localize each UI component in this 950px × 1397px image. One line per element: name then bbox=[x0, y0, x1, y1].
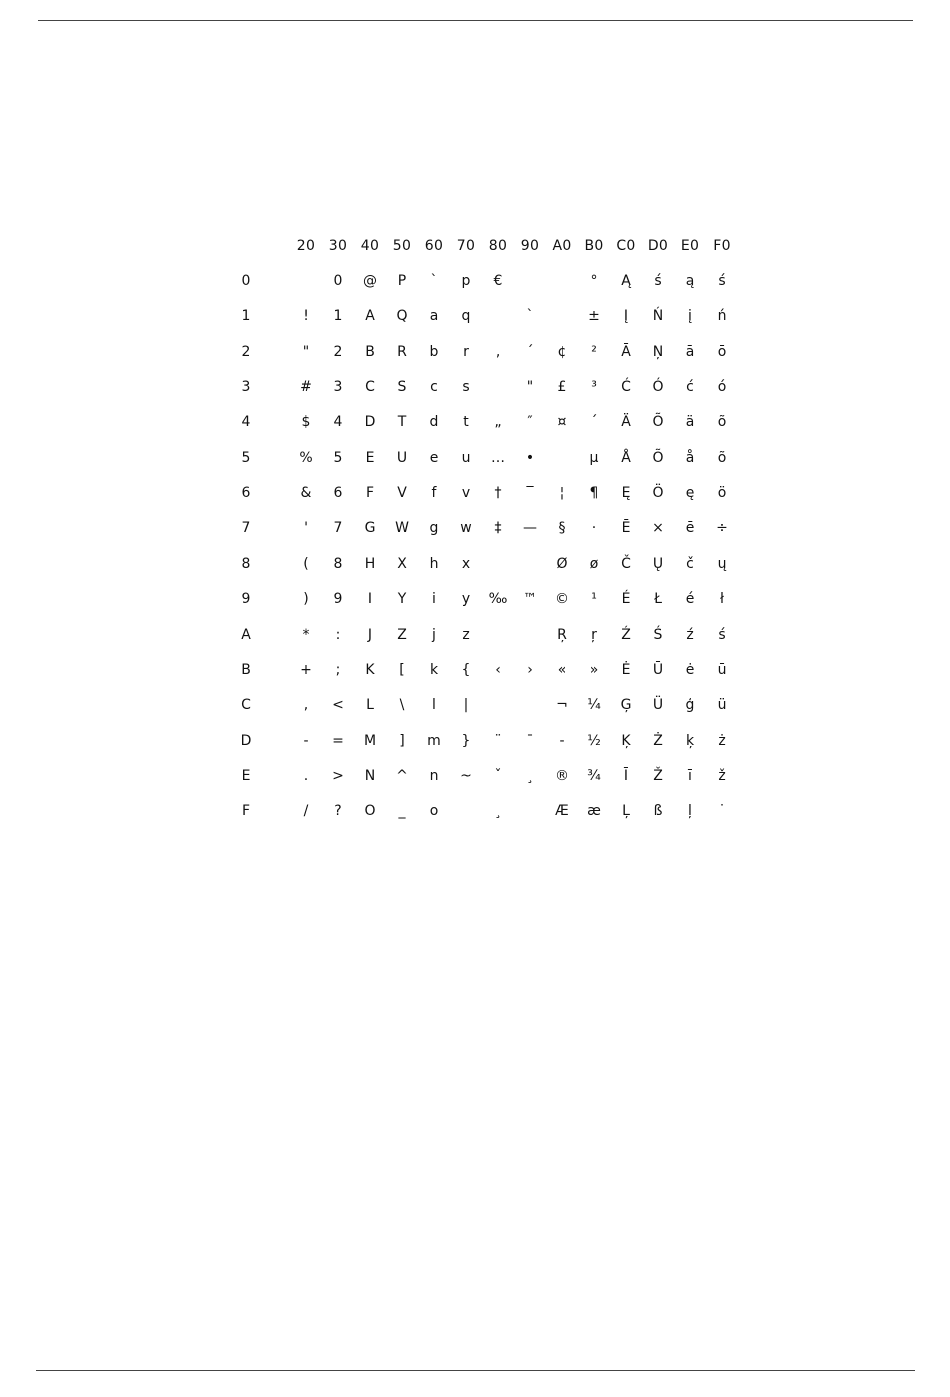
glyph-cell: v bbox=[461, 485, 471, 502]
glyph-cell bbox=[482, 624, 514, 646]
row-header: 5 bbox=[241, 449, 251, 466]
glyph-cell: ¶ bbox=[589, 485, 599, 502]
glyph-cell: Ā bbox=[621, 343, 631, 360]
glyph-cell: Ń bbox=[652, 308, 664, 325]
row-header: 2 bbox=[241, 343, 251, 360]
row-header: 4 bbox=[241, 414, 251, 431]
glyph-cell: " bbox=[302, 343, 310, 360]
glyph-cell: K bbox=[365, 661, 375, 678]
glyph-cell: Ļ bbox=[622, 803, 630, 820]
glyph-cell: 3 bbox=[333, 379, 343, 396]
glyph-cell: ´ bbox=[590, 414, 598, 431]
glyph-cell: ż bbox=[718, 732, 726, 749]
glyph-cell: B bbox=[365, 343, 375, 360]
glyph-cell bbox=[290, 270, 322, 292]
glyph-cell: Ü bbox=[652, 697, 664, 714]
glyph-cell: ˙ bbox=[718, 803, 726, 820]
glyph-cell: ^ bbox=[396, 767, 408, 784]
row-header: 3 bbox=[241, 379, 251, 396]
glyph-cell: / bbox=[303, 803, 309, 820]
glyph-cell: R bbox=[397, 343, 407, 360]
glyph-cell: ' bbox=[304, 520, 308, 537]
glyph-cell: ü bbox=[717, 697, 727, 714]
glyph-cell: ¹ bbox=[591, 591, 597, 608]
glyph-cell bbox=[546, 305, 578, 327]
glyph-cell: - bbox=[303, 732, 309, 749]
glyph-cell: Å bbox=[621, 449, 631, 466]
row-header: 9 bbox=[241, 591, 251, 608]
column-header: D0 bbox=[647, 238, 669, 254]
glyph-cell: ¦ bbox=[559, 485, 565, 502]
glyph-cell: 0 bbox=[333, 273, 343, 289]
glyph-cell: ( bbox=[303, 555, 309, 572]
glyph-cell: * bbox=[302, 626, 310, 643]
glyph-cell: y bbox=[461, 591, 471, 608]
column-header: 70 bbox=[456, 238, 476, 254]
glyph-cell: Q bbox=[396, 308, 408, 325]
column-header: F0 bbox=[713, 238, 731, 254]
glyph-cell: ™ bbox=[523, 591, 537, 608]
glyph-cell: ‡ bbox=[494, 520, 502, 537]
glyph-cell: i bbox=[432, 591, 436, 608]
glyph-cell: Ą bbox=[621, 273, 631, 289]
glyph-cell: Ł bbox=[654, 591, 662, 608]
glyph-cell: ½ bbox=[587, 732, 601, 749]
glyph-cell: Ŗ bbox=[557, 626, 567, 643]
glyph-cell: A bbox=[365, 308, 375, 325]
glyph-cell: › bbox=[527, 661, 533, 678]
glyph-cell: † bbox=[494, 485, 502, 502]
glyph-cell: % bbox=[299, 449, 313, 466]
glyph-cell: Ž bbox=[653, 767, 663, 784]
glyph-cell: É bbox=[621, 591, 631, 608]
column-header: B0 bbox=[584, 238, 604, 254]
glyph-cell: w bbox=[460, 520, 472, 537]
row-header: A bbox=[241, 626, 251, 643]
glyph-cell: ß bbox=[653, 803, 663, 820]
glyph-cell: b bbox=[429, 343, 439, 360]
glyph-cell: ś bbox=[718, 626, 726, 643]
glyph-cell: U bbox=[396, 449, 408, 466]
glyph-cell: t bbox=[463, 414, 469, 431]
glyph-cell: „ bbox=[494, 414, 502, 431]
glyph-cell: 1 bbox=[333, 308, 343, 325]
glyph-cell: Ó bbox=[652, 379, 664, 396]
glyph-cell: į bbox=[688, 308, 692, 325]
row-header: 6 bbox=[241, 485, 251, 502]
glyph-cell: Z bbox=[397, 626, 407, 643]
glyph-cell bbox=[514, 800, 546, 822]
glyph-cell: 4 bbox=[333, 414, 343, 431]
glyph-cell: ķ bbox=[685, 732, 695, 749]
glyph-cell: Ś bbox=[653, 626, 663, 643]
glyph-cell: _ bbox=[398, 803, 406, 820]
glyph-cell: ¼ bbox=[587, 697, 601, 714]
glyph-cell: ć bbox=[686, 379, 694, 396]
glyph-cell: € bbox=[493, 273, 503, 289]
glyph-cell: ‹ bbox=[495, 661, 501, 678]
glyph-cell bbox=[450, 800, 482, 822]
glyph-cell: Ē bbox=[621, 520, 631, 537]
column-header: 20 bbox=[296, 238, 316, 254]
glyph-cell bbox=[514, 553, 546, 575]
glyph-cell: µ bbox=[589, 449, 599, 466]
glyph-cell: ŗ bbox=[591, 626, 597, 643]
glyph-cell: < bbox=[332, 697, 344, 714]
glyph-cell: P bbox=[397, 273, 407, 289]
glyph-cell: ø bbox=[589, 555, 599, 572]
glyph-cell: ± bbox=[588, 308, 600, 325]
glyph-cell: - bbox=[559, 732, 565, 749]
glyph-cell: ¬ bbox=[556, 697, 568, 714]
glyph-cell: j bbox=[432, 626, 436, 643]
glyph-cell: ū bbox=[717, 661, 727, 678]
glyph-cell: ` bbox=[430, 273, 438, 289]
glyph-cell: Ķ bbox=[621, 732, 631, 749]
glyph-cell: Č bbox=[621, 555, 631, 572]
glyph-cell: 2 bbox=[333, 343, 343, 360]
glyph-cell: ? bbox=[334, 803, 342, 820]
glyph-cell: ″ bbox=[527, 414, 533, 431]
glyph-cell: W bbox=[395, 520, 409, 537]
glyph-cell: Õ bbox=[652, 414, 664, 431]
glyph-cell: } bbox=[461, 732, 471, 749]
glyph-cell: ė bbox=[685, 661, 695, 678]
glyph-cell: X bbox=[397, 555, 407, 572]
glyph-cell: u bbox=[461, 449, 471, 466]
glyph-cell: ‾ bbox=[526, 485, 534, 502]
glyph-cell: é bbox=[685, 591, 695, 608]
glyph-cell: | bbox=[463, 697, 469, 714]
glyph-cell: : bbox=[335, 626, 341, 643]
glyph-cell: ; bbox=[335, 661, 341, 678]
glyph-cell: e bbox=[429, 449, 439, 466]
glyph-cell: m bbox=[427, 732, 441, 749]
row-header: 7 bbox=[241, 520, 251, 537]
row-header: E bbox=[241, 767, 251, 784]
glyph-cell: $ bbox=[301, 414, 311, 431]
glyph-cell: M bbox=[363, 732, 377, 749]
glyph-cell: , bbox=[303, 697, 309, 714]
glyph-cell: ä bbox=[685, 414, 695, 431]
column-header: 80 bbox=[488, 238, 508, 254]
glyph-cell: « bbox=[557, 661, 567, 678]
column-header: E0 bbox=[680, 238, 700, 254]
glyph-cell: . bbox=[303, 767, 309, 784]
glyph-cell: ‰ bbox=[488, 591, 508, 608]
glyph-cell: Į bbox=[623, 308, 629, 325]
glyph-cell: J bbox=[367, 626, 373, 643]
glyph-cell: c bbox=[430, 379, 438, 396]
glyph-cell: E bbox=[365, 449, 375, 466]
glyph-cell: Ņ bbox=[652, 343, 664, 360]
glyph-cell: Õ bbox=[652, 449, 664, 466]
glyph-cell: s bbox=[462, 379, 470, 396]
glyph-cell: f bbox=[431, 485, 437, 502]
glyph-cell: ` bbox=[526, 308, 534, 325]
glyph-cell: g bbox=[429, 520, 439, 537]
glyph-cell: ÷ bbox=[716, 520, 728, 537]
glyph-cell: × bbox=[652, 520, 664, 537]
glyph-cell: F bbox=[365, 485, 375, 502]
column-header: A0 bbox=[552, 238, 572, 254]
glyph-cell: ö bbox=[717, 485, 727, 502]
glyph-cell: ¸ bbox=[494, 803, 502, 820]
glyph-cell: Ģ bbox=[620, 697, 632, 714]
glyph-cell: õ bbox=[717, 414, 727, 431]
glyph-cell: L bbox=[366, 697, 374, 714]
glyph-cell: ² bbox=[591, 343, 597, 360]
glyph-cell: T bbox=[397, 414, 407, 431]
glyph-cell: + bbox=[300, 661, 312, 678]
glyph-cell bbox=[546, 447, 578, 469]
glyph-cell: … bbox=[491, 449, 505, 466]
glyph-cell: • bbox=[525, 449, 535, 466]
glyph-cell: k bbox=[429, 661, 439, 678]
glyph-cell: Ø bbox=[556, 555, 568, 572]
glyph-cell: Ų bbox=[652, 555, 664, 572]
glyph-cell: ž bbox=[718, 767, 726, 784]
glyph-cell: H bbox=[364, 555, 376, 572]
glyph-cell: 9 bbox=[333, 591, 343, 608]
glyph-cell: ¢ bbox=[557, 343, 567, 360]
glyph-cell: » bbox=[589, 661, 599, 678]
row-header: B bbox=[241, 661, 251, 678]
glyph-cell: å bbox=[685, 449, 695, 466]
glyph-cell: ą bbox=[685, 273, 695, 289]
glyph-cell: ē bbox=[685, 520, 695, 537]
glyph-cell: x bbox=[461, 555, 471, 572]
glyph-cell: \ bbox=[399, 697, 405, 714]
glyph-cell: Ä bbox=[621, 414, 631, 431]
glyph-cell: · bbox=[591, 520, 597, 537]
glyph-cell: ź bbox=[686, 626, 694, 643]
column-header: 30 bbox=[328, 238, 348, 254]
glyph-cell: ) bbox=[303, 591, 309, 608]
glyph-cell: I bbox=[367, 591, 373, 608]
glyph-cell bbox=[514, 270, 546, 292]
row-header: 0 bbox=[241, 273, 251, 289]
glyph-cell: ~ bbox=[460, 767, 472, 784]
glyph-cell: ¨ bbox=[494, 732, 502, 749]
glyph-cell: > bbox=[332, 767, 344, 784]
column-header: 50 bbox=[392, 238, 412, 254]
glyph-cell: ģ bbox=[685, 697, 695, 714]
column-header: 90 bbox=[520, 238, 540, 254]
glyph-cell bbox=[482, 694, 514, 716]
glyph-cell: l bbox=[432, 697, 436, 714]
glyph-cell: ę bbox=[685, 485, 695, 502]
glyph-cell: ¸ bbox=[526, 767, 534, 784]
glyph-cell: S bbox=[397, 379, 407, 396]
glyph-cell: O bbox=[364, 803, 376, 820]
glyph-cell: £ bbox=[557, 379, 567, 396]
glyph-cell bbox=[482, 305, 514, 327]
glyph-cell: z bbox=[462, 626, 470, 643]
glyph-cell: q bbox=[461, 308, 471, 325]
glyph-cell bbox=[514, 624, 546, 646]
glyph-cell: č bbox=[686, 555, 694, 572]
glyph-cell: Ż bbox=[653, 732, 663, 749]
glyph-cell: © bbox=[555, 591, 569, 608]
glyph-cell: Ę bbox=[621, 485, 631, 502]
glyph-cell: ā bbox=[685, 343, 695, 360]
glyph-cell: p bbox=[461, 273, 471, 289]
glyph-cell: V bbox=[397, 485, 407, 502]
glyph-cell: — bbox=[523, 520, 537, 537]
glyph-cell: r bbox=[463, 343, 469, 360]
glyph-cell: ļ bbox=[688, 803, 692, 820]
glyph-cell: ¤ bbox=[557, 414, 567, 431]
glyph-cell: G bbox=[364, 520, 376, 537]
glyph-cell: ł bbox=[720, 591, 724, 608]
row-header: 1 bbox=[241, 308, 251, 325]
glyph-cell: ś bbox=[718, 273, 726, 289]
glyph-cell: { bbox=[461, 661, 471, 678]
column-header: 60 bbox=[424, 238, 444, 254]
glyph-cell: d bbox=[429, 414, 439, 431]
column-header: 40 bbox=[360, 238, 380, 254]
glyph-cell: Y bbox=[397, 591, 407, 608]
glyph-cell: 5 bbox=[333, 449, 343, 466]
glyph-cell: ó bbox=[717, 379, 727, 396]
glyph-cell: ī bbox=[688, 767, 692, 784]
glyph-cell: Ö bbox=[652, 485, 664, 502]
glyph-cell: o bbox=[429, 803, 439, 820]
glyph-cell: # bbox=[300, 379, 312, 396]
glyph-cell: ³ bbox=[591, 379, 597, 396]
glyph-cell: õ bbox=[717, 449, 727, 466]
glyph-cell: 7 bbox=[333, 520, 343, 537]
glyph-cell: n bbox=[429, 767, 439, 784]
glyph-cell: ¯ bbox=[526, 732, 534, 749]
glyph-cell: N bbox=[364, 767, 376, 784]
glyph-cell: § bbox=[558, 520, 566, 537]
glyph-cell: Ź bbox=[621, 626, 631, 643]
glyph-cell: ś bbox=[654, 273, 662, 289]
glyph-cell: 8 bbox=[333, 555, 343, 572]
glyph-cell: Ė bbox=[621, 661, 631, 678]
column-header: C0 bbox=[616, 238, 636, 254]
glyph-cell: Ū bbox=[652, 661, 664, 678]
glyph-cell: D bbox=[364, 414, 376, 431]
glyph-cell: ° bbox=[590, 273, 598, 289]
row-header: 8 bbox=[241, 555, 251, 572]
glyph-cell: [ bbox=[399, 661, 405, 678]
glyph-cell bbox=[482, 553, 514, 575]
glyph-cell: ´ bbox=[526, 343, 534, 360]
row-header: C bbox=[241, 697, 251, 714]
glyph-cell bbox=[546, 270, 578, 292]
glyph-cell bbox=[482, 376, 514, 398]
glyph-cell: ] bbox=[399, 732, 405, 749]
glyph-cell: " bbox=[526, 379, 534, 396]
glyph-cell: ń bbox=[717, 308, 727, 325]
glyph-cell: ® bbox=[555, 767, 569, 784]
glyph-cell: ‚ bbox=[495, 343, 501, 360]
glyph-cell: ų bbox=[717, 555, 727, 572]
glyph-cell: ō bbox=[717, 343, 727, 360]
row-header: D bbox=[240, 732, 252, 749]
glyph-cell: ! bbox=[303, 308, 309, 325]
glyph-cell: Ć bbox=[621, 379, 631, 396]
glyph-cell: æ bbox=[587, 803, 601, 820]
glyph-cell: & bbox=[300, 485, 312, 502]
glyph-cell bbox=[514, 694, 546, 716]
glyph-cell: C bbox=[365, 379, 375, 396]
glyph-cell: h bbox=[429, 555, 439, 572]
glyph-cell: @ bbox=[363, 273, 377, 289]
glyph-cell: Ī bbox=[623, 767, 629, 784]
glyph-cell: ˇ bbox=[494, 767, 502, 784]
glyph-cell: Æ bbox=[555, 803, 569, 820]
glyph-cell: a bbox=[429, 308, 439, 325]
row-header: F bbox=[241, 803, 251, 820]
glyph-cell: ¾ bbox=[587, 767, 601, 784]
glyph-cell: 6 bbox=[333, 485, 343, 502]
glyph-cell: = bbox=[332, 732, 344, 749]
